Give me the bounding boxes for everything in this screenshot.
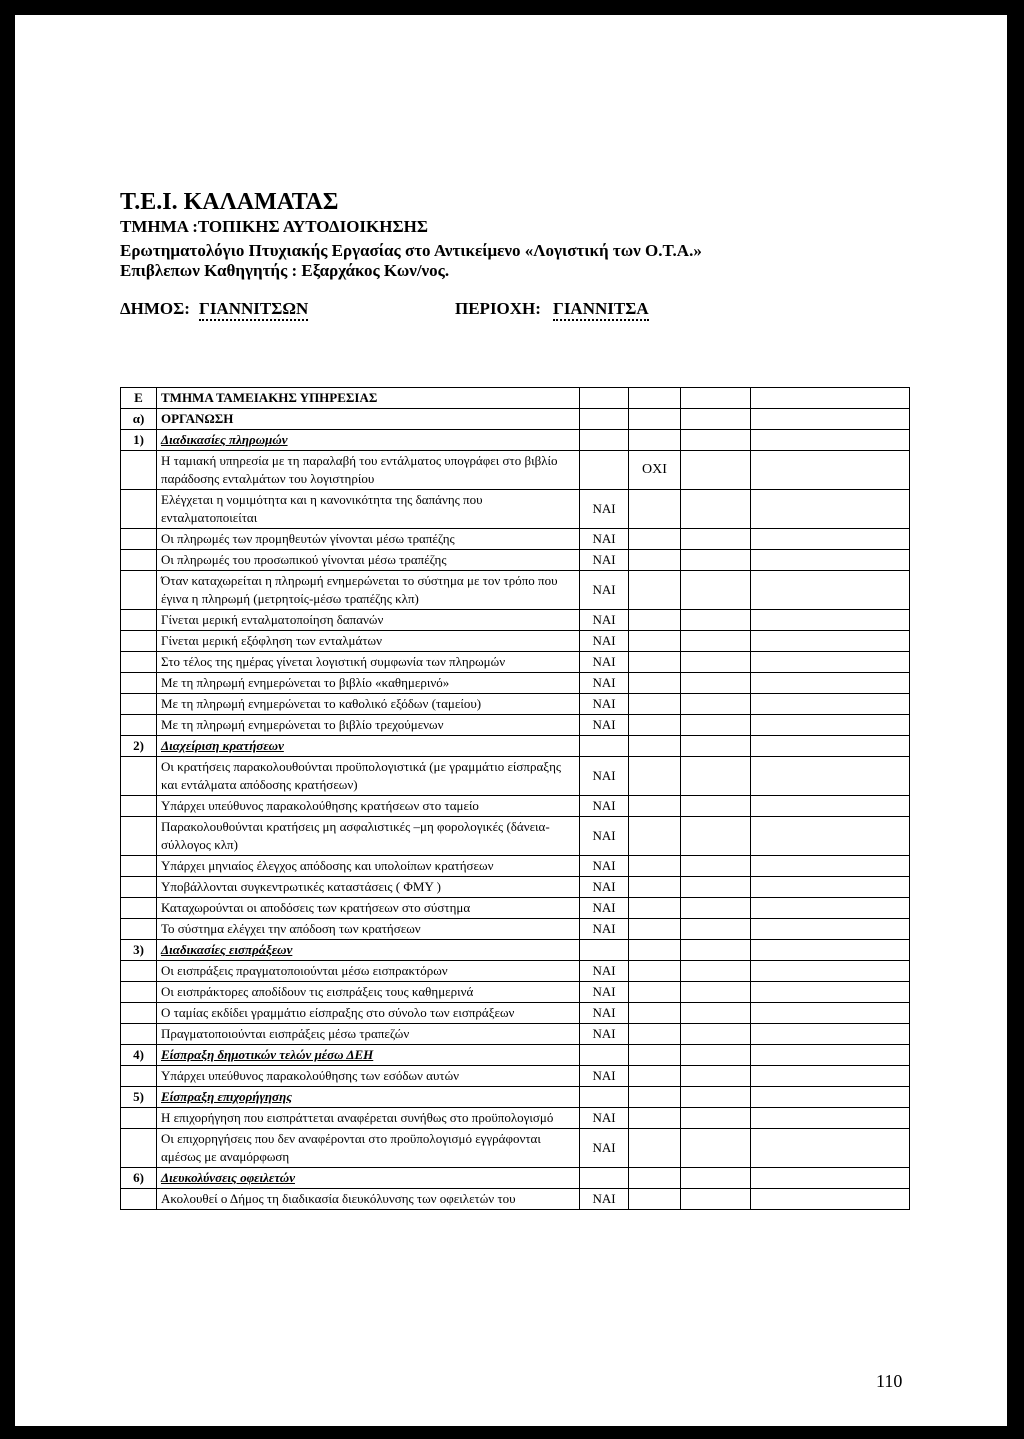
question-row: [121, 490, 910, 529]
group-header-row: [121, 736, 910, 757]
answer-yes: ΝΑΙ: [580, 877, 629, 898]
group-number: 2): [121, 736, 157, 757]
answer-no: [629, 982, 681, 1003]
question-text: Στο τέλος της ημέρας γίνεται λογιστική συμφωνία των πληρωμών: [157, 652, 580, 673]
answer-yes: ΝΑΙ: [580, 757, 629, 796]
question-row: [121, 817, 910, 856]
question-row: [121, 961, 910, 982]
group-header-row: [121, 430, 910, 451]
answer-no: [629, 1066, 681, 1087]
question-row: [121, 694, 910, 715]
municipality-label: ΔΗΜΟΣ:: [120, 299, 190, 318]
answer-no: [629, 757, 681, 796]
question-row: [121, 1108, 910, 1129]
question-row: [121, 652, 910, 673]
group-number: 6): [121, 1168, 157, 1189]
group-number: 5): [121, 1087, 157, 1108]
section-title: ΤΜΗΜΑ ΤΑΜΕΙΑΚΗΣ ΥΠΗΡΕΣΙΑΣ: [157, 388, 580, 409]
answer-yes: ΝΑΙ: [580, 1024, 629, 1045]
answer-yes: ΝΑΙ: [580, 673, 629, 694]
answer-no: [629, 490, 681, 529]
question-row: [121, 1003, 910, 1024]
group-title: Διαχείριση κρατήσεων: [157, 736, 580, 757]
document-header: [120, 187, 980, 329]
question-row: [121, 919, 910, 940]
question-text: Οι εισπράκτορες αποδίδουν τις εισπράξεις τους καθημερινά: [157, 982, 580, 1003]
answer-yes: ΝΑΙ: [580, 652, 629, 673]
question-text: Οι πληρωμές των προμηθευτών γίνονται μέσω τραπέζης: [157, 529, 580, 550]
question-text: Καταχωρούνται οι αποδόσεις των κρατήσεων στο σύστημα: [157, 898, 580, 919]
question-row: [121, 1129, 910, 1168]
answer-yes: ΝΑΙ: [580, 1129, 629, 1168]
question-text: Υποβάλλονται συγκεντρωτικές καταστάσεις ( ΦΜΥ ): [157, 877, 580, 898]
group-header-row: [121, 1045, 910, 1066]
answer-yes: ΝΑΙ: [580, 961, 629, 982]
question-row: [121, 673, 910, 694]
question-row: [121, 550, 910, 571]
question-text: Η επιχορήγηση που εισπράττεται αναφέρεται συνήθως στο προϋπολογισμό: [157, 1108, 580, 1129]
answer-no: [629, 571, 681, 610]
group-title: Διευκολύνσεις οφειλετών: [157, 1168, 580, 1189]
department-line: ΤΜΗΜΑ :ΤΟΠΙΚΗΣ ΑΥΤΟΔΙΟΙΚΗΣΗΣ: [120, 217, 428, 236]
subsection-title: ΟΡΓΑΝΩΣΗ: [157, 409, 580, 430]
section-row: [121, 388, 910, 409]
group-number: 3): [121, 940, 157, 961]
answer-no: [629, 898, 681, 919]
group-header-row: [121, 1087, 910, 1108]
answer-no: [629, 1003, 681, 1024]
question-text: Παρακολουθούνται κρατήσεις μη ασφαλιστικές –μη φορολογικές (δάνεια-σύλλογος κλπ): [157, 817, 580, 856]
answer-yes: ΝΑΙ: [580, 919, 629, 940]
question-row: [121, 631, 910, 652]
region-label: ΠΕΡΙΟΧΗ:: [455, 299, 541, 318]
answer-no: [629, 715, 681, 736]
answer-no: [629, 694, 681, 715]
answer-yes: ΝΑΙ: [580, 610, 629, 631]
answer-yes: ΝΑΙ: [580, 982, 629, 1003]
question-text: Πραγματοποιούνται εισπράξεις μέσω τραπεζών: [157, 1024, 580, 1045]
answer-yes: ΝΑΙ: [580, 715, 629, 736]
question-text: Όταν καταχωρείται η πληρωμή ενημερώνεται το σύστημα με τον τρόπο που έγινα η πληρωμή (μετρητοίς-μέσω τραπέζης κλπ): [157, 571, 580, 610]
question-row: [121, 610, 910, 631]
question-row: [121, 1066, 910, 1087]
answer-no: [629, 652, 681, 673]
question-text: Το σύστημα ελέγχει την απόδοση των κρατήσεων: [157, 919, 580, 940]
question-text: Υπάρχει μηνιαίος έλεγχος απόδοσης και υπολοίπων κρατήσεων: [157, 856, 580, 877]
question-text: Με τη πληρωμή ενημερώνεται το βιβλίο τρεχούμενων: [157, 715, 580, 736]
answer-yes: ΝΑΙ: [580, 1066, 629, 1087]
question-text: Οι εισπράξεις πραγματοποιούνται μέσω εισπρακτόρων: [157, 961, 580, 982]
group-header-row: [121, 1168, 910, 1189]
page-number: 110: [876, 1371, 903, 1391]
answer-no: [629, 817, 681, 856]
group-number: 1): [121, 430, 157, 451]
region-value: ΓΙΑΝΝΙΤΣΑ: [553, 299, 649, 321]
answer-no: [629, 1129, 681, 1168]
answer-yes: ΝΑΙ: [580, 631, 629, 652]
answer-no: [629, 961, 681, 982]
question-row: [121, 898, 910, 919]
answer-no: [629, 919, 681, 940]
subsection-row: [121, 409, 910, 430]
question-text: Ακολουθεί ο Δήμος τη διαδικασία διευκόλυνσης των οφειλετών του: [157, 1189, 580, 1210]
question-row: [121, 757, 910, 796]
answer-yes: ΝΑΙ: [580, 817, 629, 856]
group-title: Διαδικασίες εισπράξεων: [157, 940, 580, 961]
section-letter: Ε: [121, 388, 157, 409]
answer-yes: [580, 451, 629, 490]
answer-no: [629, 1024, 681, 1045]
question-row: [121, 796, 910, 817]
answer-yes: ΝΑΙ: [580, 796, 629, 817]
question-text: Με τη πληρωμή ενημερώνεται το καθολικό εξόδων (ταμείου): [157, 694, 580, 715]
question-text: Οι πληρωμές του προσωπικού γίνονται μέσω τραπέζης: [157, 550, 580, 571]
answer-no: [629, 1189, 681, 1210]
question-text: Οι κρατήσεις παρακολουθούνται προϋπολογιστικά (με γραμμάτιο είσπραξης και εντάλματα απόδοσης κρατήσεων): [157, 757, 580, 796]
answer-no: [629, 529, 681, 550]
group-header-row: [121, 940, 910, 961]
answer-no: [629, 673, 681, 694]
answer-yes: ΝΑΙ: [580, 571, 629, 610]
group-title: Διαδικασίες πληρωμών: [157, 430, 580, 451]
answer-no: [629, 856, 681, 877]
question-row: [121, 982, 910, 1003]
question-text: Γίνεται μερική εξόφληση των ενταλμάτων: [157, 631, 580, 652]
question-text: Η ταμιακή υπηρεσία με τη παραλαβή του εντάλματος υπογράφει στο βιβλίο παράδοσης ενταλμάτων του λογιστηρίου: [157, 451, 580, 490]
question-text: Οι επιχορηγήσεις που δεν αναφέρονται στο προϋπολογισμό εγγράφονται αμέσως με αναμόρφωση: [157, 1129, 580, 1168]
question-text: Γίνεται μερική ενταλματοποίηση δαπανών: [157, 610, 580, 631]
group-title: Είσπραξη επιχορήγησης: [157, 1087, 580, 1108]
question-text: Υπάρχει υπεύθυνος παρακολούθησης κρατήσεων στο ταμείο: [157, 796, 580, 817]
answer-no: ΟΧΙ: [629, 451, 681, 490]
answer-no: [629, 631, 681, 652]
answer-yes: ΝΑΙ: [580, 1189, 629, 1210]
question-row: [121, 571, 910, 610]
institution-title: Τ.Ε.Ι. ΚΑΛΑΜΑΤΑΣ: [120, 189, 339, 215]
answer-yes: ΝΑΙ: [580, 1003, 629, 1024]
question-row: [121, 1024, 910, 1045]
answer-yes: ΝΑΙ: [580, 529, 629, 550]
answer-yes: ΝΑΙ: [580, 550, 629, 571]
question-row: [121, 1189, 910, 1210]
question-text: Ο ταμίας εκδίδει γραμμάτιο είσπραξης στο σύνολο των εισπράξεων: [157, 1003, 580, 1024]
answer-yes: ΝΑΙ: [580, 856, 629, 877]
question-text: Ελέγχεται η νομιμότητα και η κανονικότητα της δαπάνης που ενταλματοποιείται: [157, 490, 580, 529]
answer-yes: ΝΑΙ: [580, 694, 629, 715]
group-title: Είσπραξη δημοτικών τελών μέσω ΔΕΗ: [157, 1045, 580, 1066]
answer-yes: ΝΑΙ: [580, 490, 629, 529]
answer-no: [629, 550, 681, 571]
answer-no: [629, 1108, 681, 1129]
subsection-letter: α): [121, 409, 157, 430]
question-row: [121, 877, 910, 898]
answer-no: [629, 610, 681, 631]
question-text: Με τη πληρωμή ενημερώνεται το βιβλίο «καθημερινό»: [157, 673, 580, 694]
location-row: [120, 299, 980, 329]
answer-yes: ΝΑΙ: [580, 898, 629, 919]
question-row: [121, 856, 910, 877]
question-row: [121, 715, 910, 736]
answer-no: [629, 796, 681, 817]
question-text: Υπάρχει υπεύθυνος παρακολούθησης των εσόδων αυτών: [157, 1066, 580, 1087]
questionnaire-table: [120, 387, 910, 1210]
municipality-value: ΓΙΑΝΝΙΤΣΩΝ: [199, 299, 308, 321]
question-row: [121, 529, 910, 550]
answer-yes: ΝΑΙ: [580, 1108, 629, 1129]
subject-line: Ερωτηματολόγιο Πτυχιακής Εργασίας στο Αντικείμενο «Λογιστική των Ο.Τ.Α.»: [120, 241, 702, 260]
group-number: 4): [121, 1045, 157, 1066]
question-row: [121, 451, 910, 490]
answer-no: [629, 877, 681, 898]
supervisor-line: Επιβλεπων Καθηγητής : Εξαρχάκος Κων/νος.: [120, 261, 450, 280]
